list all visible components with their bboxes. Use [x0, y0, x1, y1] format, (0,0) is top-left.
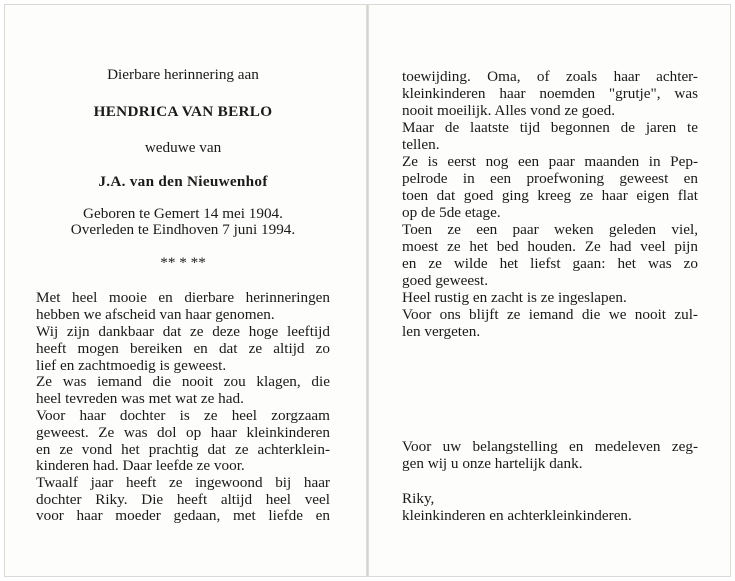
- left-text-line: Twaalf jaar heeft ze ingewoond bij haar: [36, 474, 330, 491]
- spouse-name: J.A. van den Nieuwenhof: [98, 173, 268, 190]
- death-line: Overleden te Eindhoven 7 juni 1994.: [70, 221, 296, 238]
- left-text-line: en ze vond het prachtig dat ze achterklein-: [36, 441, 330, 458]
- right-text-line: len vergeten.: [402, 323, 481, 340]
- right-text-line: Voor ons blijft ze iemand die we nooit zul-: [402, 306, 698, 323]
- left-text-line: voor haar moeder gedaan, met liefde en: [36, 507, 330, 524]
- right-text-line: toewijding. Oma, of zoals haar achter-: [402, 68, 698, 85]
- right-text-line: toen dat goed ging kreeg ze haar eigen flat: [402, 187, 698, 204]
- right-text-line: Ze is eerst nog een paar maanden in Pep-: [402, 153, 698, 170]
- left-text-line: Wij zijn dankbaar dat ze deze hoge leeftijd: [36, 323, 330, 340]
- left-text-line: kinderen had. Daar leefde ze voor.: [36, 457, 245, 474]
- widow-line: weduwe van: [144, 139, 222, 156]
- thanks-line: gen wij u onze hartelijk dank.: [402, 455, 583, 472]
- signature-line: kleinkinderen en achterkleinkinderen.: [402, 507, 632, 524]
- card-fold: [366, 4, 369, 577]
- deceased-name: HENDRICA VAN BERLO: [93, 103, 273, 120]
- left-text-line: heeft mogen bereiken en dat ze altijd zo: [36, 340, 330, 357]
- right-text-line: nooit moeilijk. Alles vond ze goed.: [402, 102, 616, 119]
- left-text-line: hebben we afscheid van haar genomen.: [36, 306, 275, 323]
- left-text-line: heel tevreden was met wat ze had.: [36, 390, 244, 407]
- right-text-line: op de 5de etage.: [402, 204, 501, 221]
- signature-line: Riky,: [402, 490, 435, 507]
- left-text-line: dochter Riky. Die heeft altijd heel veel: [36, 491, 330, 508]
- right-text-line: goed geweest.: [402, 272, 489, 289]
- intro-line: Dierbare herinnering aan: [107, 66, 259, 83]
- left-text-line: lief en zachtmoedig is geweest.: [36, 357, 227, 374]
- birth-line: Geboren te Gemert 14 mei 1904.: [83, 205, 283, 222]
- right-panel: [402, 0, 698, 581]
- right-text-line: pelrode in een proefwoning geweest en: [402, 170, 698, 187]
- divider-stars: ** * **: [160, 254, 206, 271]
- left-text-line: geweest. Ze was dol op haar kleinkinderen: [36, 424, 330, 441]
- right-text-line: tellen.: [402, 136, 440, 153]
- thanks-line: Voor uw belangstelling en medeleven zeg-: [402, 438, 698, 455]
- left-text-line: Met heel mooie en dierbare herinneringen: [36, 289, 330, 306]
- right-text-line: Heel rustig en zacht is ze ingeslapen.: [402, 289, 627, 306]
- left-text-line: Voor haar dochter is ze heel zorgzaam: [36, 407, 330, 424]
- right-text-line: kleinkinderen haar noemden "grutje", was: [402, 85, 698, 102]
- right-text-line: moest ze het bed houden. Ze had veel pijn: [402, 238, 698, 255]
- left-text-line: Ze was iemand die nooit zou klagen, die: [36, 373, 330, 390]
- left-panel: [36, 0, 330, 581]
- right-text-line: Toen ze een paar weken geleden viel,: [402, 221, 698, 238]
- right-text-line: Maar de laatste tijd begonnen de jaren te: [402, 119, 698, 136]
- right-text-line: en ze wilde het liefst gaan: het was zo: [402, 255, 698, 272]
